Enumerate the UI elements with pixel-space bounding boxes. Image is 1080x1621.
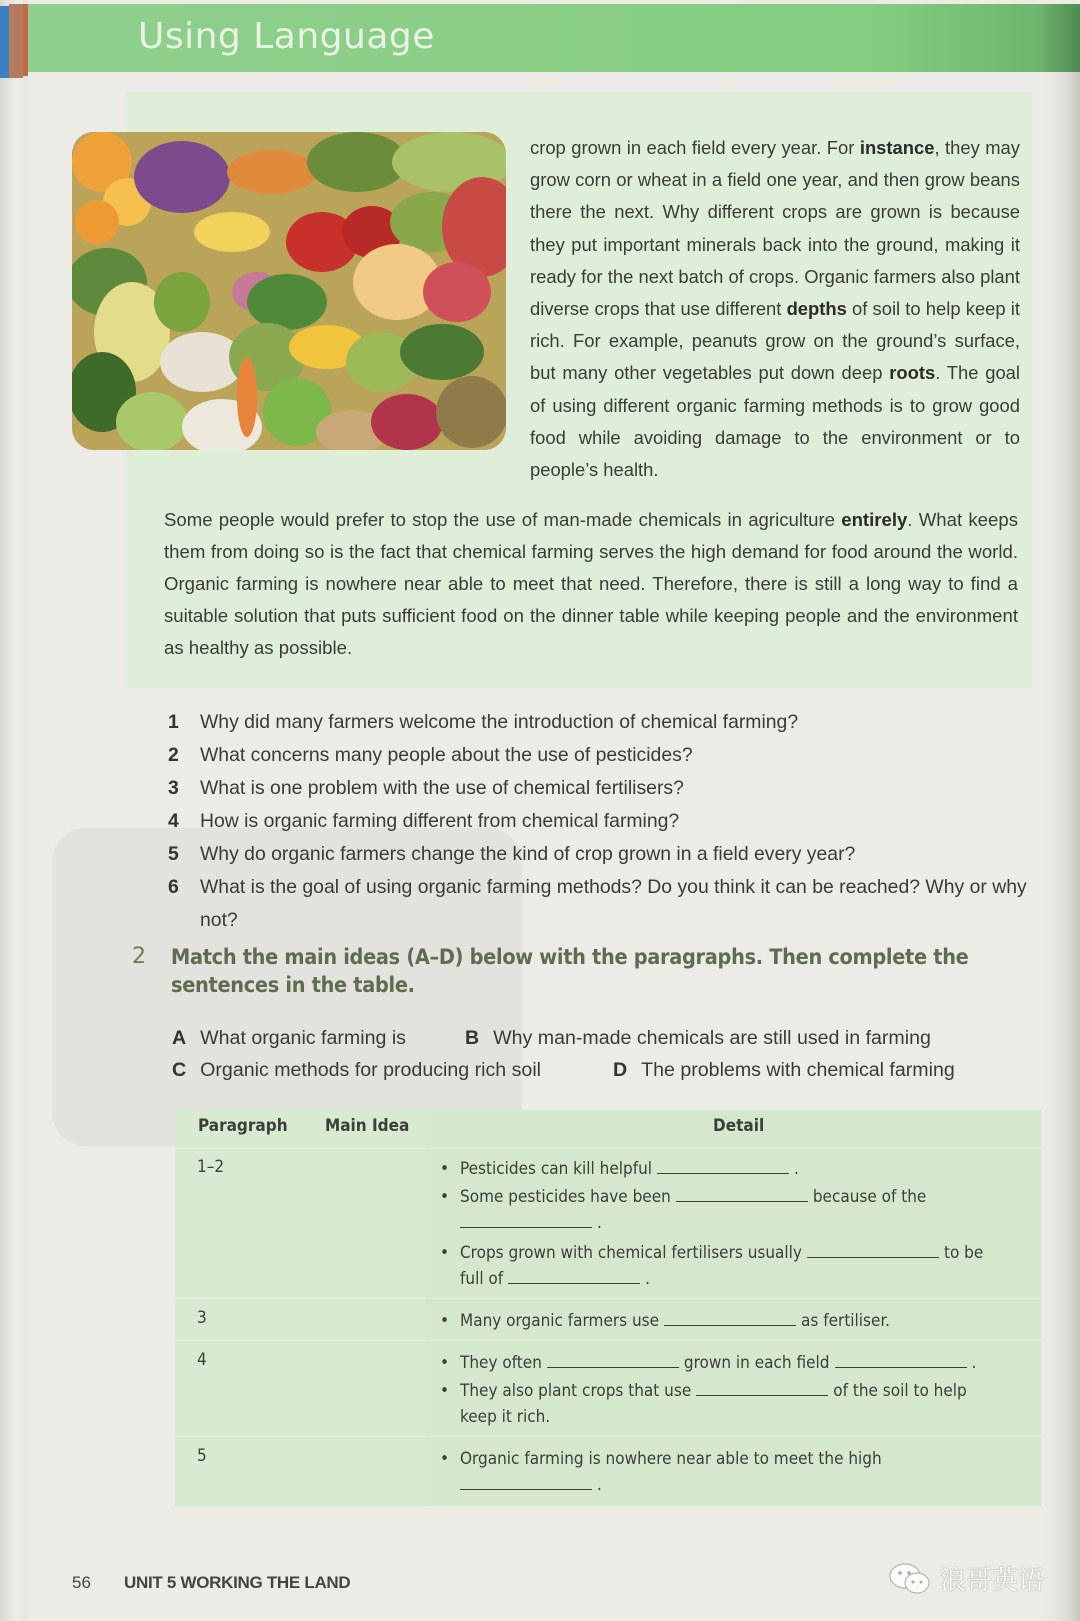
- reading-paragraph-final: [164, 504, 1018, 664]
- answer-blank[interactable]: [835, 1351, 967, 1368]
- text-run: . What keeps them from doing so is the fact that chemical farming serves the high demand for food around the world. Organic farming is nowhere near able to meet that need. Therefore, there is still a long way to find a suitable solution that puts sufficient food on the dinner table while keeping people and the environment as healthy as possible.: [164, 509, 1018, 658]
- column-header-main-idea: Main Idea: [325, 1116, 410, 1136]
- bullet: •: [440, 1187, 450, 1207]
- detail-text: of the soil to help: [833, 1381, 967, 1401]
- option-text: Organic methods for producing rich soil: [200, 1059, 542, 1081]
- answer-blank[interactable]: [664, 1309, 796, 1326]
- answer-blank[interactable]: [460, 1473, 592, 1490]
- question-item: [168, 706, 1048, 739]
- detail-text: to be: [943, 1243, 984, 1263]
- detail-item: [440, 1446, 1035, 1498]
- period: .: [794, 1159, 799, 1179]
- vocab-word-instance: instance: [859, 137, 935, 158]
- detail-item: [440, 1350, 1035, 1376]
- detail-text: Many organic farmers use: [460, 1311, 660, 1331]
- option-letter: B: [465, 1027, 480, 1049]
- unit-title: UNIT 5 WORKING THE LAND: [124, 1573, 351, 1592]
- question-text: What is one problem with the use of chemical fertilisers?: [200, 777, 684, 799]
- bullet: •: [440, 1381, 450, 1401]
- text-run: crop grown in each field every year. For: [530, 137, 860, 158]
- comprehension-questions: [168, 706, 1048, 937]
- table-divider: [175, 1436, 1041, 1437]
- vocab-word-roots: roots: [889, 362, 936, 384]
- text-run: of soil to help keep it rich. For example, peanuts grow on the ground’s surface, but many other vegetables put down deep: [530, 298, 1020, 384]
- question-item: [168, 805, 1048, 838]
- bullet: •: [440, 1243, 450, 1263]
- detail-text: Crops grown with chemical fertilisers usually: [460, 1243, 802, 1263]
- answer-blank[interactable]: [508, 1267, 640, 1284]
- page-curl-shadow: [1044, 72, 1080, 1621]
- wechat-icon: [888, 1561, 932, 1597]
- vocab-word-depths: depths: [786, 298, 847, 320]
- main-idea-option: [465, 1022, 931, 1055]
- question-item: [168, 772, 1048, 805]
- answer-blank[interactable]: [807, 1241, 939, 1258]
- answer-blank[interactable]: [460, 1211, 592, 1228]
- question-number: 4: [168, 810, 179, 832]
- column-header-detail: Detail: [713, 1116, 765, 1136]
- main-idea-option: [613, 1054, 955, 1087]
- fruits-vegetables-photo: [72, 132, 506, 450]
- book-spine-edge: [0, 0, 28, 1621]
- detail-item: [440, 1156, 1035, 1182]
- detail-text: keep it rich.: [460, 1407, 551, 1427]
- option-letter: A: [172, 1027, 187, 1049]
- table-row-paragraph: 5: [197, 1446, 207, 1466]
- question-number: 1: [168, 711, 179, 733]
- table-row-paragraph: 1–2: [197, 1157, 225, 1177]
- detail-text: They often: [460, 1353, 542, 1373]
- period: .: [971, 1353, 977, 1373]
- table-row-paragraph: 4: [197, 1350, 207, 1370]
- task-instruction: Match the main ideas (A–D) below with the paragraphs. Then complete the sentences in the table.: [171, 945, 969, 998]
- detail-item: [440, 1240, 1035, 1292]
- detail-text: because of the: [812, 1187, 927, 1207]
- question-text: Why do organic farmers change the kind of crop grown in a field every year?: [200, 843, 856, 865]
- question-item: [168, 871, 1048, 937]
- question-text: Why did many farmers welcome the introduction of chemical farming?: [200, 711, 799, 733]
- produce-illustration: [72, 132, 506, 450]
- option-text: What organic farming is: [200, 1027, 406, 1049]
- main-idea-option: [172, 1022, 406, 1055]
- detail-text: grown in each field: [683, 1353, 830, 1373]
- question-number: 6: [168, 876, 179, 898]
- period: .: [645, 1269, 651, 1289]
- question-text: What is the goal of using organic farming methods? Do you think it can be reached? Why or why not?: [200, 876, 1027, 931]
- text-run: . The goal of using different organic farming methods is to grow good food while avoiding damage to the environment or to people’s health.: [530, 362, 1020, 481]
- table-divider: [175, 1340, 1041, 1341]
- period: .: [597, 1213, 602, 1233]
- answer-blank[interactable]: [657, 1157, 789, 1174]
- detail-text: Some pesticides have been: [460, 1187, 671, 1207]
- option-letter: D: [613, 1059, 628, 1081]
- detail-item: [440, 1308, 1035, 1334]
- text-run: , they may grow corn or wheat in a field one year, and then grow beans there the next. Why different crops are grown is because they put important minerals back into the ground, making it ready for the next batch of crops. Organic farmers also plant diverse crops that use different: [530, 137, 1020, 320]
- reading-paragraph-continued: [530, 132, 1020, 486]
- page-number: 56: [72, 1573, 91, 1592]
- bullet: •: [440, 1353, 450, 1373]
- detail-item: [440, 1184, 1035, 1236]
- question-number: 3: [168, 777, 179, 799]
- section-tab-blue: [0, 6, 9, 78]
- answer-blank[interactable]: [676, 1185, 808, 1202]
- detail-item: [440, 1378, 1035, 1430]
- section-tab-brown: [9, 4, 23, 78]
- question-text: What concerns many people about the use of pesticides?: [200, 744, 693, 766]
- section-title: Using Language: [138, 16, 435, 57]
- table-divider: [175, 1298, 1041, 1299]
- answer-blank[interactable]: [547, 1351, 679, 1368]
- question-text: How is organic farming different from chemical farming?: [200, 810, 680, 832]
- detail-text: They also plant crops that use: [460, 1381, 692, 1401]
- option-text: Why man-made chemicals are still used in farming: [493, 1027, 931, 1049]
- bullet: •: [440, 1311, 450, 1331]
- question-item: [168, 838, 1048, 871]
- column-header-paragraph: Paragraph: [198, 1116, 288, 1136]
- vocab-word-entirely: entirely: [841, 509, 908, 530]
- detail-text: full of: [460, 1269, 504, 1289]
- task-number: 2: [132, 944, 146, 969]
- detail-text: Organic farming is nowhere near able to meet the high: [460, 1449, 882, 1469]
- main-idea-option: [172, 1054, 541, 1087]
- bullet: •: [440, 1449, 450, 1469]
- period: .: [597, 1475, 602, 1495]
- watermark-text: 浪哥英语: [940, 1566, 1045, 1596]
- answer-blank[interactable]: [696, 1379, 828, 1396]
- question-number: 5: [168, 843, 179, 865]
- option-letter: C: [172, 1059, 187, 1081]
- text-run: Some people would prefer to stop the use of man-made chemicals in agriculture: [164, 509, 842, 530]
- detail-text: Pesticides can kill helpful: [460, 1159, 653, 1179]
- question-number: 2: [168, 744, 179, 766]
- table-row-paragraph: 3: [197, 1308, 207, 1328]
- detail-text: as fertiliser.: [801, 1311, 891, 1331]
- bullet: •: [440, 1159, 450, 1179]
- watermark: [888, 1560, 1044, 1597]
- table-divider: [175, 1148, 1041, 1149]
- question-item: [168, 739, 1048, 772]
- option-text: The problems with chemical farming: [641, 1059, 955, 1081]
